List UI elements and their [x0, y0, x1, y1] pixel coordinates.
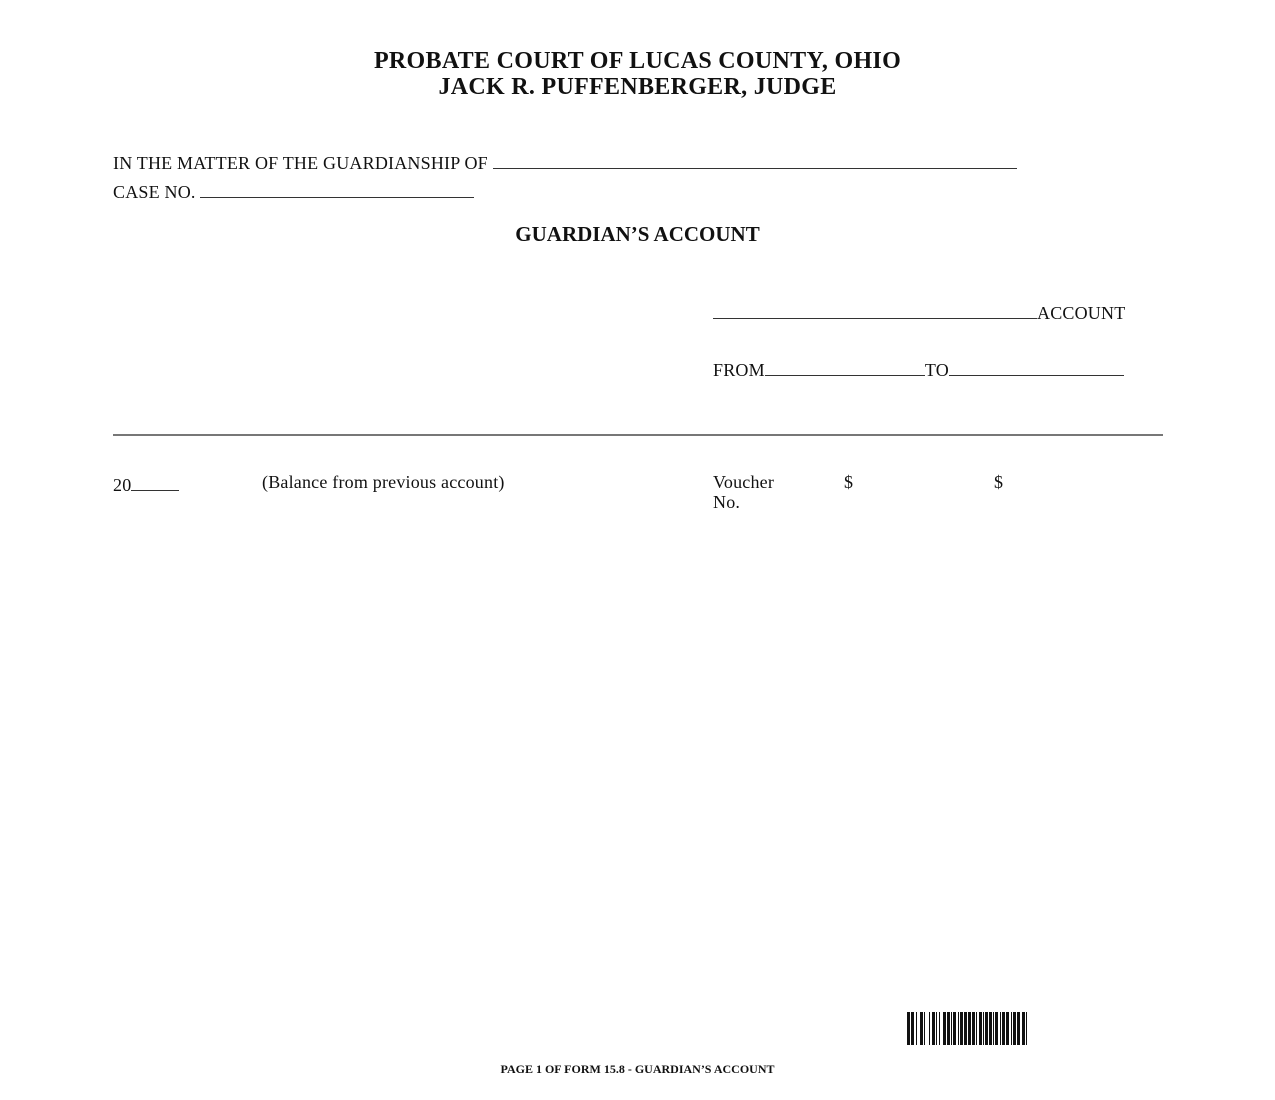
- guardianship-line: [113, 150, 1017, 174]
- year-field[interactable]: [131, 472, 179, 491]
- guardianship-label: IN THE MATTER OF THE GUARDIANSHIP OF: [113, 153, 488, 173]
- form-title: GUARDIAN’S ACCOUNT: [515, 222, 760, 246]
- year-entry: [113, 472, 179, 496]
- account-ordinal-field[interactable]: [713, 300, 1037, 319]
- case-number-field[interactable]: [200, 179, 474, 198]
- case-number-label: CASE NO.: [113, 182, 196, 202]
- to-date-field[interactable]: [949, 357, 1124, 376]
- voucher-label-line1: Voucher: [713, 472, 775, 492]
- court-name: PROBATE COURT OF LUCAS COUNTY, OHIO: [373, 48, 902, 74]
- account-label: ACCOUNT: [1037, 303, 1126, 323]
- from-date-field[interactable]: [765, 357, 925, 376]
- voucher-label: [713, 472, 774, 512]
- guardianship-name-field[interactable]: [493, 150, 1017, 169]
- voucher-label-line2: No.: [713, 492, 741, 512]
- to-label: TO: [924, 360, 949, 380]
- page-footer: PAGE 1 OF FORM 15.8 - GUARDIAN’S ACCOUNT: [500, 1062, 775, 1076]
- account-line: [713, 300, 1125, 324]
- year-prefix: 20: [113, 475, 132, 495]
- balance-description: (Balance from previous account): [262, 472, 505, 492]
- barcode-icon: [907, 1012, 1163, 1045]
- dollar-sign-1: $: [844, 472, 854, 492]
- dollar-sign-2: $: [994, 472, 1004, 492]
- judge-name: JACK R. PUFFENBERGER, JUDGE: [438, 74, 837, 100]
- case-number-line: [113, 179, 474, 203]
- from-label: FROM: [713, 360, 765, 380]
- period-line: [713, 357, 1124, 381]
- section-divider: [113, 434, 1163, 436]
